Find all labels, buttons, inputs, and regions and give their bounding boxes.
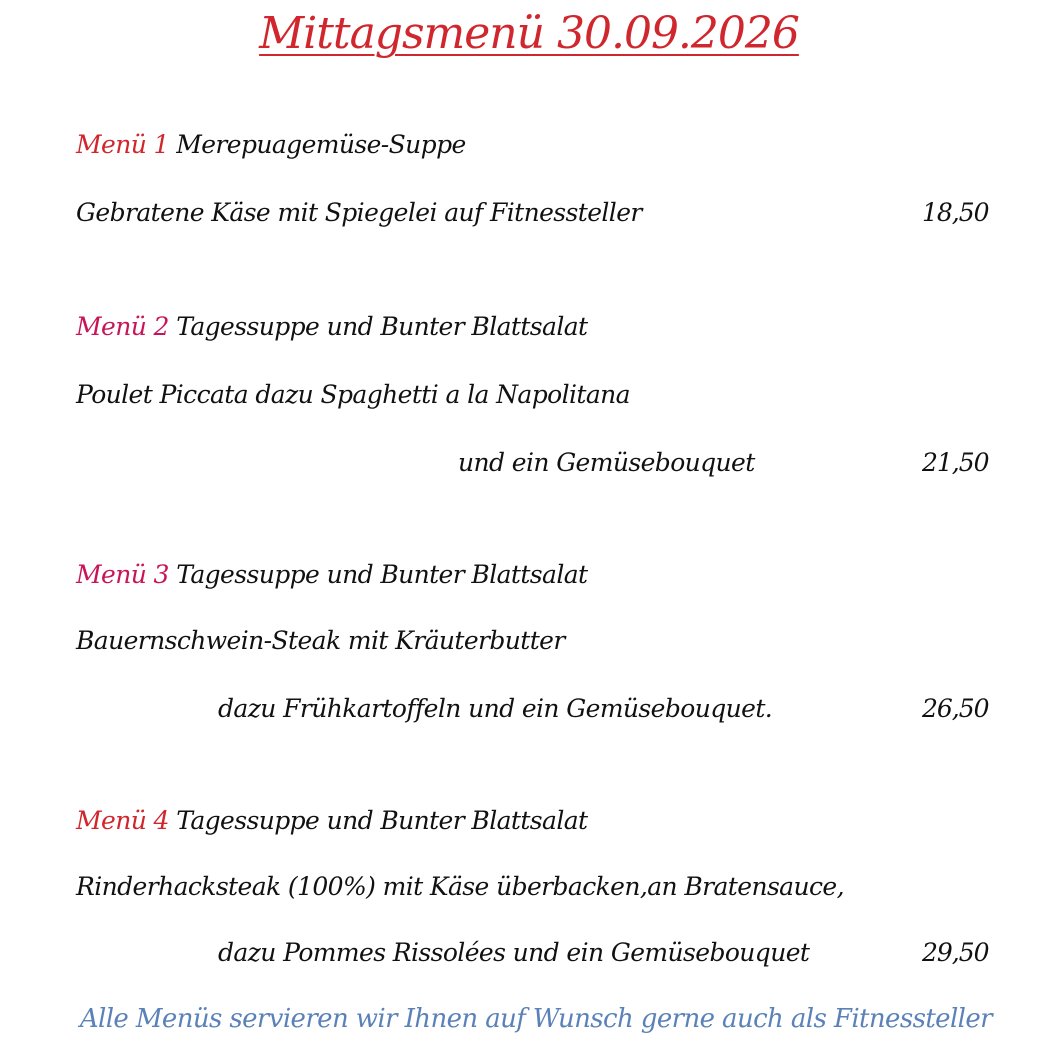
- menu-3-soup: Tagessuppe und Bunter Blattsalat: [176, 560, 588, 589]
- menu-2-dish-line-2: und ein Gemüsebouquet: [458, 448, 755, 477]
- fitness-note: Alle Menüs servieren wir Ihnen auf Wunsch gerne auch als Fitnessteller: [79, 1004, 992, 1034]
- menu-3-dish-line-2: dazu Frühkartoffeln und ein Gemüsebouquet.: [218, 694, 773, 723]
- menu-4-soup: Tagessuppe und Bunter Blattsalat: [176, 806, 588, 835]
- menu-1-label: Menü 1: [76, 130, 169, 159]
- menu-3-heading: [76, 560, 587, 589]
- menu-1-heading: [76, 130, 466, 159]
- menu-2-soup: Tagessuppe und Bunter Blattsalat: [176, 312, 588, 341]
- menu-4-price: 29,50: [922, 938, 989, 967]
- page-title: Mittagsmenü 30.09.2026: [259, 8, 799, 59]
- menu-1-price: 18,50: [922, 198, 989, 227]
- menu-2-dish-line-1: Poulet Piccata dazu Spaghetti a la Napolitana: [76, 380, 630, 409]
- menu-2-heading: [76, 312, 587, 341]
- menu-1-soup: Merepuagemüse-Suppe: [176, 130, 466, 159]
- menu-3-dish-line-1: Bauernschwein-Steak mit Kräuterbutter: [76, 626, 565, 655]
- menu-4-label: Menü 4: [76, 806, 169, 835]
- menu-4-dish-line-1: Rinderhacksteak (100%) mit Käse überbacken,an Bratensauce,: [76, 872, 844, 901]
- menu-4-heading: [76, 806, 587, 835]
- menu-2-label: Menü 2: [76, 312, 169, 341]
- menu-3-label: Menü 3: [76, 560, 169, 589]
- menu-4-dish-line-2: dazu Pommes Rissolées und ein Gemüsebouquet: [218, 938, 810, 967]
- menu-2-price: 21,50: [922, 448, 989, 477]
- menu-1-dish-line-1: Gebratene Käse mit Spiegelei auf Fitnessteller: [76, 198, 642, 227]
- menu-3-price: 26,50: [922, 694, 989, 723]
